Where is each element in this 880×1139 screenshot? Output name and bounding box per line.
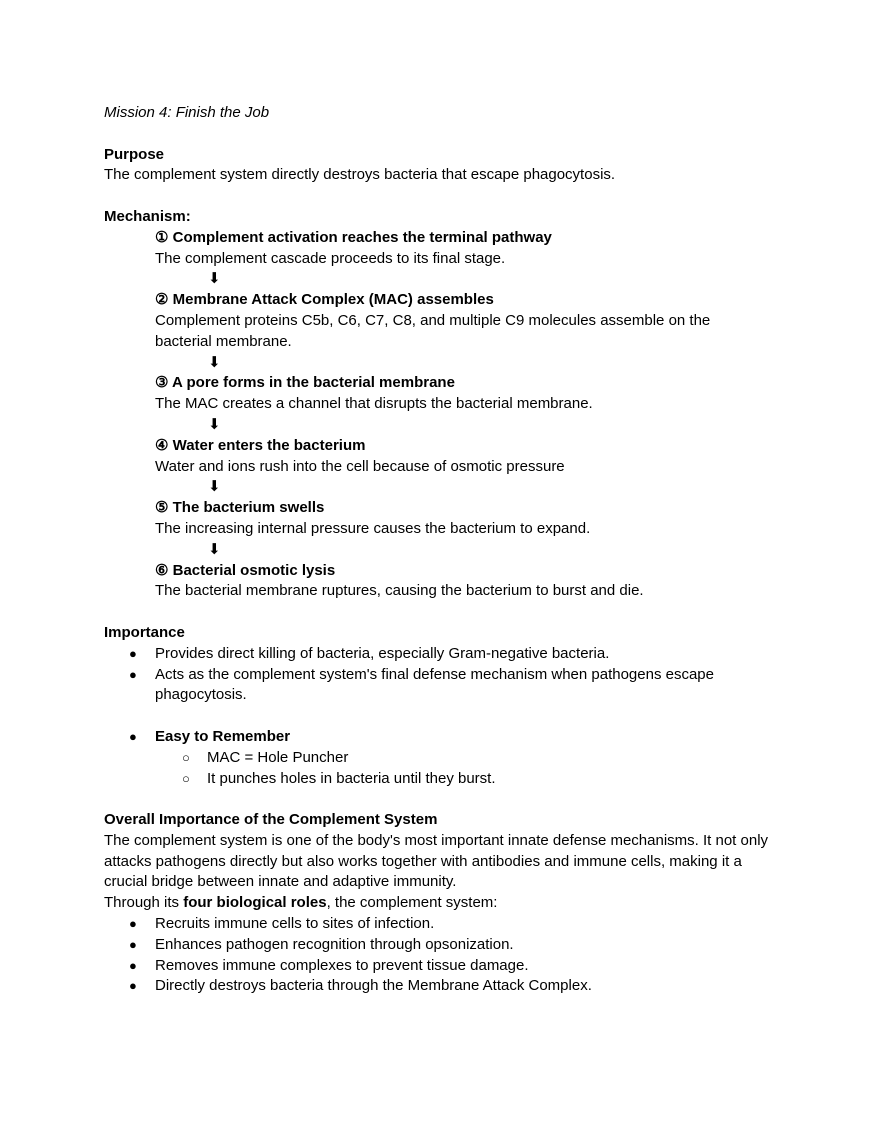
importance-list: [104, 644, 784, 706]
spacer: [104, 602, 784, 623]
sub-list-item: [104, 748, 784, 769]
down-arrow-icon: ⬇: [208, 540, 221, 558]
overall-paragraph: The complement system is one of the body's most important innate defense mechanisms. It not only attacks pathogens directly but also works together with antibodies and immune cells, making it a crucial bridge between innate and adaptive immunity.: [104, 831, 769, 891]
sub-list-item: [104, 769, 784, 790]
hollow-bullet-icon: ○: [182, 770, 190, 786]
mechanism-step: [104, 498, 784, 540]
importance-heading: Importance: [104, 623, 185, 641]
document-page: [104, 103, 784, 997]
spacer: [104, 706, 784, 727]
step-title: ④ Water enters the bacterium: [155, 436, 366, 454]
mechanism-step: [104, 561, 784, 603]
roles-intro: [104, 893, 784, 914]
hollow-bullet-icon: ○: [182, 749, 190, 765]
bullet-icon: ●: [129, 957, 137, 973]
step-title: ③ A pore forms in the bacterial membrane: [155, 374, 455, 392]
down-arrow-icon: ⬇: [208, 415, 221, 433]
roles-list: [104, 914, 784, 997]
roles-intro-prefix: Through its: [104, 894, 184, 912]
step-description: The bacterial membrane ruptures, causing the bacterium to burst and die.: [155, 582, 644, 600]
list-item-text: Directly destroys bacteria through the Membrane Attack Complex.: [155, 977, 592, 995]
roles-intro-bold: four biological roles: [183, 894, 327, 912]
down-arrow-icon: ⬇: [208, 353, 221, 371]
list-item-text: Acts as the complement system's final defense mechanism when pathogens escape phagocytosis.: [155, 665, 714, 704]
list-item-text: Provides direct killing of bacteria, especially Gram-negative bacteria.: [155, 644, 610, 662]
bullet-icon: ●: [129, 978, 137, 994]
bullet-icon: ●: [129, 936, 137, 952]
list-item: [104, 935, 784, 956]
mechanism-heading: Mechanism:: [104, 207, 191, 225]
list-item: [104, 665, 784, 707]
remember-sublist: [104, 748, 784, 790]
mechanism-step: [104, 290, 784, 352]
spacer: [104, 186, 784, 207]
bullet-icon: ●: [129, 666, 137, 682]
step-description: The MAC creates a channel that disrupts the bacterial membrane.: [155, 395, 593, 413]
mechanism-step: [104, 436, 784, 478]
step-title: ⑤ The bacterium swells: [155, 499, 325, 517]
bullet-icon: ●: [129, 728, 137, 744]
down-arrow-icon: ⬇: [208, 478, 221, 496]
step-description: Complement proteins C5b, C6, C7, C8, and multiple C9 molecules assemble on the bacterial membrane.: [155, 311, 711, 350]
down-arrow-icon: ⬇: [208, 270, 221, 288]
step-title: ⑥ Bacterial osmotic lysis: [155, 561, 336, 579]
list-item-text: Removes immune complexes to prevent tissue damage.: [155, 956, 529, 974]
list-item-text: Enhances pathogen recognition through opsonization.: [155, 935, 514, 953]
step-description: The complement cascade proceeds to its final stage.: [155, 249, 506, 267]
purpose-text: The complement system directly destroys bacteria that escape phagocytosis.: [104, 166, 616, 184]
list-item: [104, 914, 784, 935]
list-item: [104, 956, 784, 977]
spacer: [104, 124, 784, 145]
overall-heading: Overall Importance of the Complement System: [104, 811, 438, 829]
step-description: Water and ions rush into the cell because of osmotic pressure: [155, 457, 565, 475]
list-item-text: Recruits immune cells to sites of infection.: [155, 915, 435, 933]
list-item: [104, 644, 784, 665]
sub-list-item-text: MAC = Hole Puncher: [207, 748, 349, 766]
step-title: ① Complement activation reaches the terminal pathway: [155, 228, 552, 246]
remember-label: Easy to Remember: [155, 727, 291, 745]
bullet-icon: ●: [129, 645, 137, 661]
mechanism-step: [104, 373, 784, 415]
list-item: [104, 727, 784, 748]
remember-list: [104, 727, 784, 748]
purpose-heading: Purpose: [104, 145, 165, 163]
spacer: [104, 789, 784, 810]
step-title: ② Membrane Attack Complex (MAC) assembles: [155, 291, 494, 309]
sub-list-item-text: It punches holes in bacteria until they burst.: [207, 769, 496, 787]
mission-title: Mission 4: Finish the Job: [104, 104, 270, 121]
list-item: [104, 976, 784, 997]
mechanism-step: [104, 228, 784, 270]
step-description: The increasing internal pressure causes the bacterium to expand.: [155, 519, 591, 537]
roles-intro-suffix: , the complement system:: [326, 894, 498, 912]
bullet-icon: ●: [129, 916, 137, 932]
